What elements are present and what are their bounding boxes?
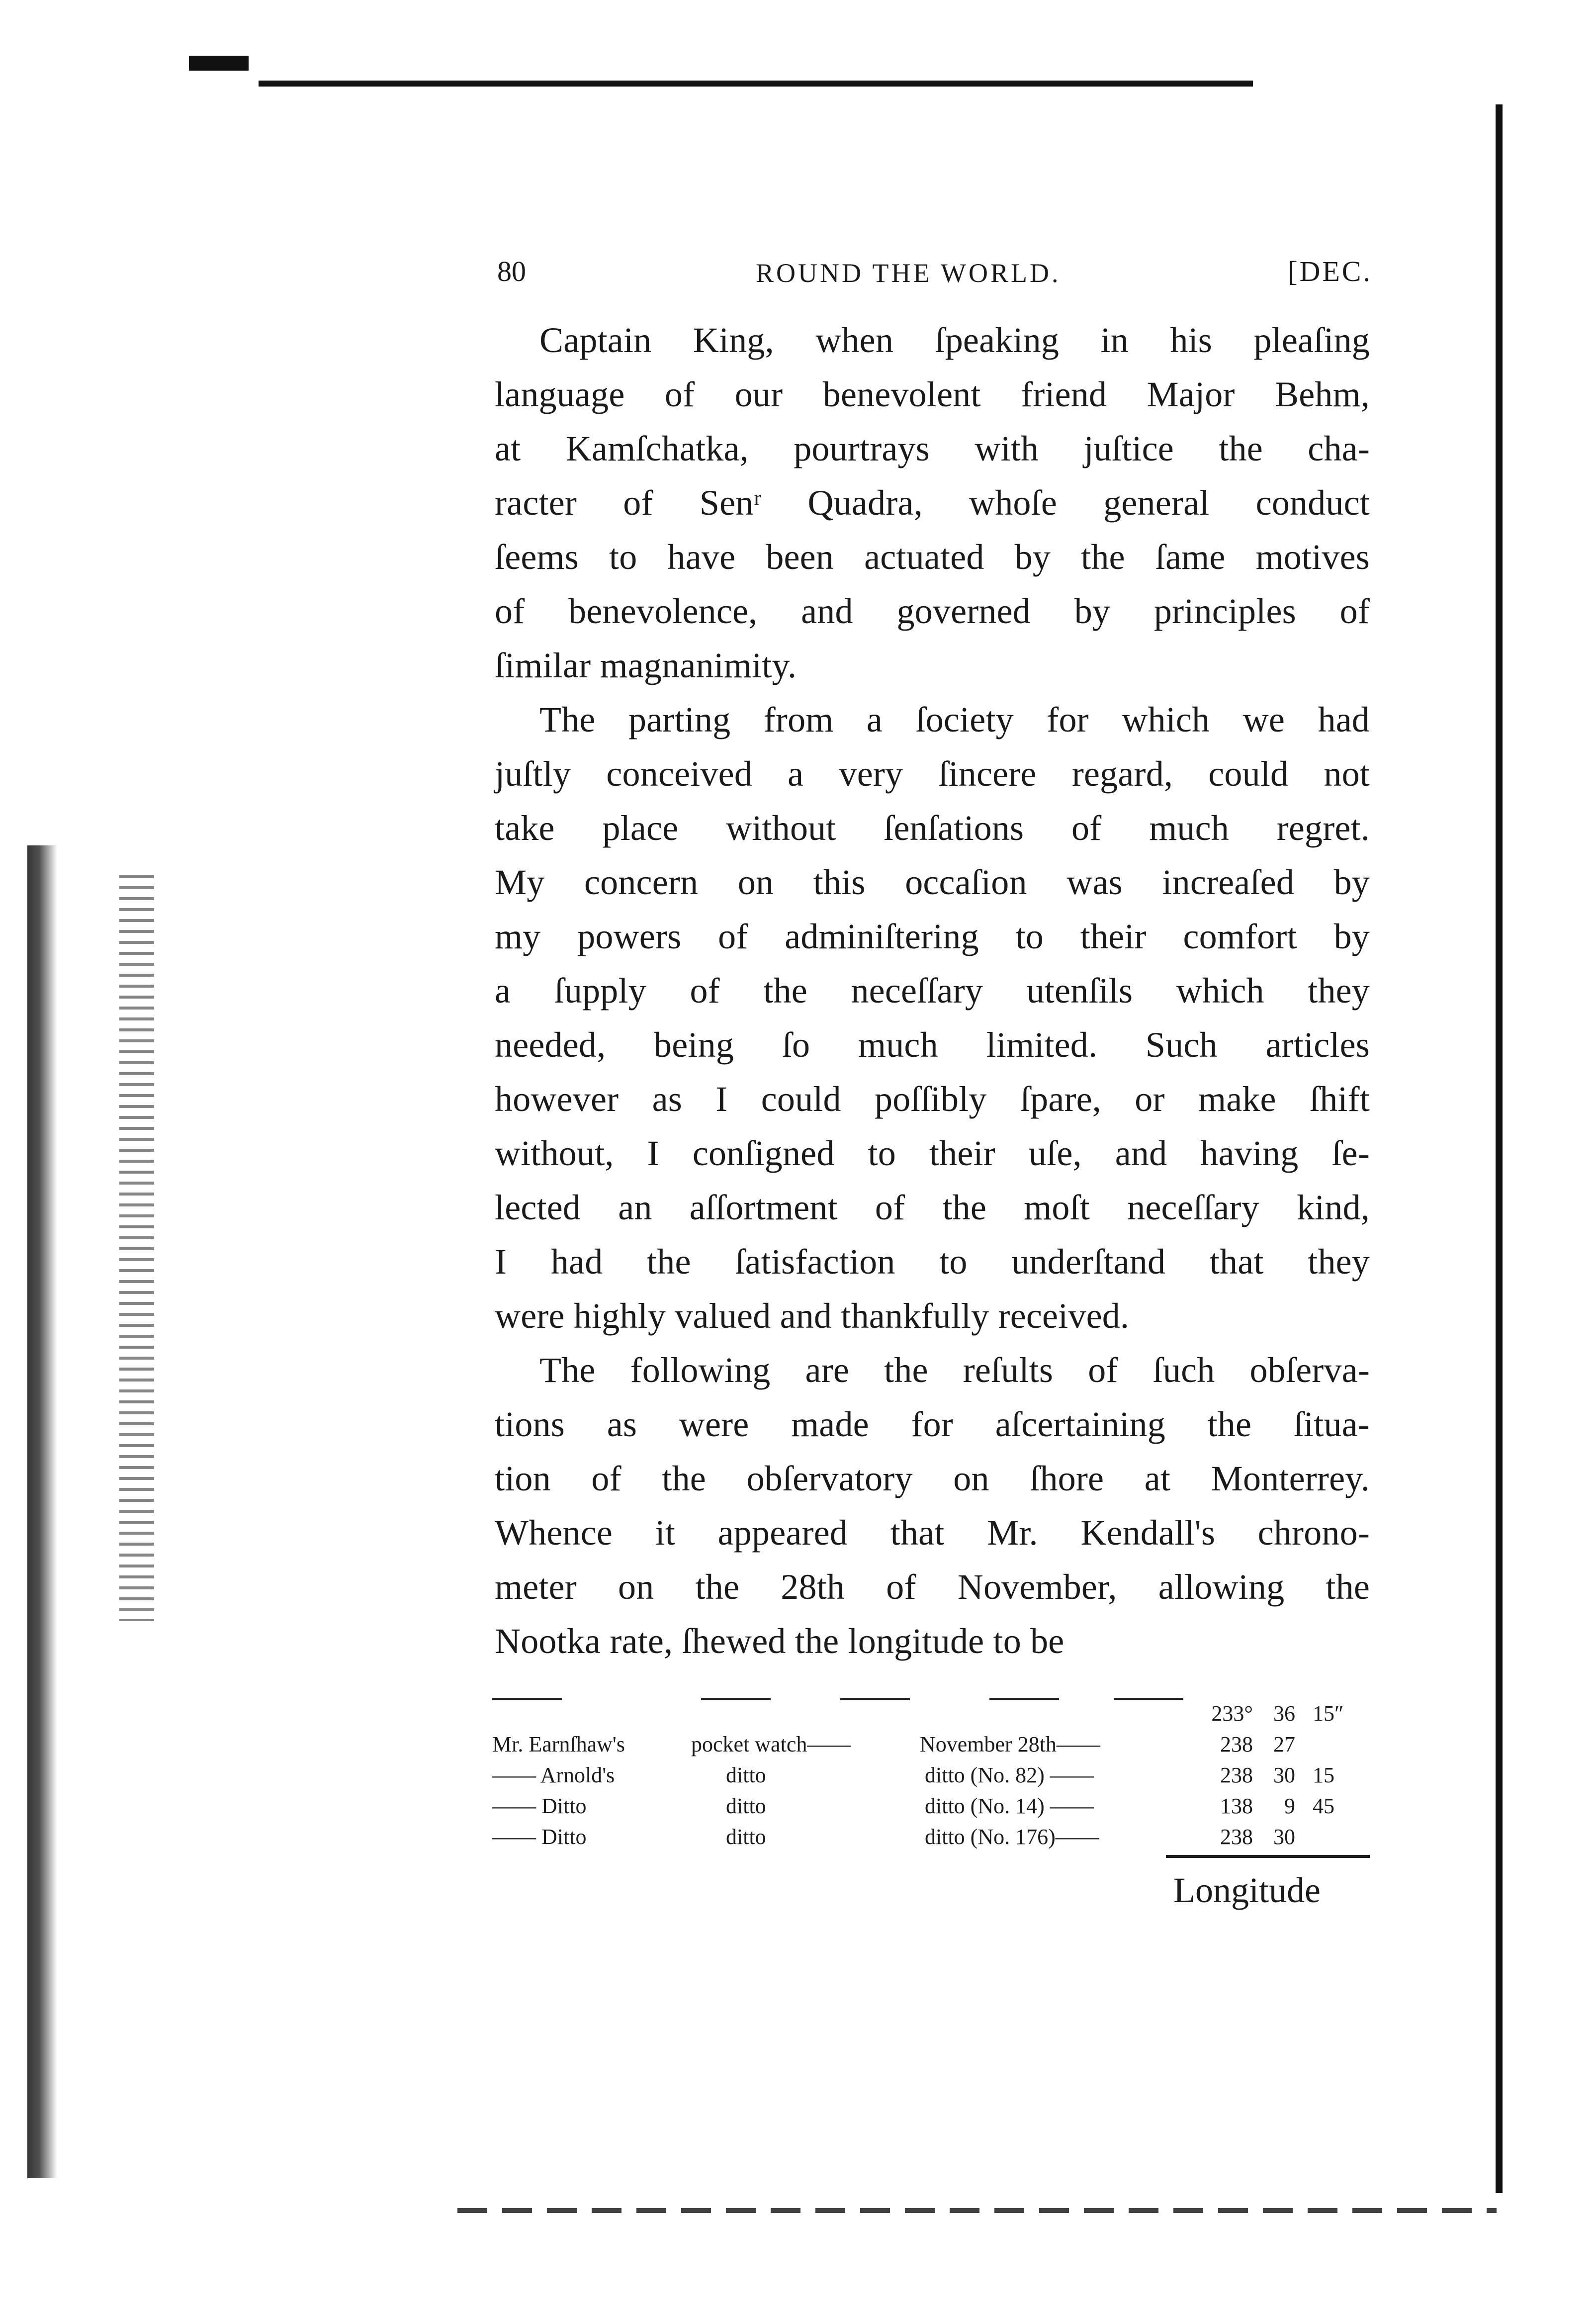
degrees-cell: 238 [1220, 1825, 1253, 1849]
text-line: racter of Senʳ Quadra, whoſe general conduct [495, 483, 1370, 523]
minutes-cell: 36 [1273, 1701, 1295, 1726]
running-title: ROUND THE WORLD. [756, 258, 1061, 288]
seconds-cell: 45 [1313, 1794, 1334, 1818]
date-cell: ditto (No. 176)—— [925, 1825, 1099, 1849]
degrees-cell: 238 [1220, 1763, 1253, 1787]
sum-rule [1166, 1855, 1370, 1858]
text-line: a ſupply of the neceſſary utenſils which they [495, 971, 1370, 1011]
text-line: tions as were made for aſcertaining the ſitua- [495, 1404, 1370, 1444]
text-line: The following are the reſults of ſuch obſerva- [539, 1350, 1370, 1390]
seconds-cell: 15 [1313, 1763, 1334, 1787]
minutes-cell: 30 [1273, 1763, 1295, 1787]
observer-cell: —— Arnold's [492, 1763, 615, 1787]
instrument-cell: ditto [726, 1763, 766, 1787]
instrument-cell: pocket watch—— [691, 1732, 851, 1756]
minutes-cell: 27 [1273, 1732, 1295, 1756]
scan-edge-mark [189, 56, 249, 71]
scan-right-edge [1496, 104, 1503, 2193]
observer-cell: —— Ditto [492, 1825, 587, 1849]
table-row [492, 1760, 1377, 1791]
text-line: tion of the obſervatory on ſhore at Monterrey. [495, 1459, 1370, 1498]
running-header [497, 255, 1372, 294]
table-row [492, 1822, 1377, 1852]
instrument-cell: ditto [726, 1794, 766, 1818]
degrees-cell: 138 [1220, 1794, 1253, 1818]
running-month: [DEC. [1288, 255, 1372, 287]
minutes-cell: 9 [1284, 1794, 1295, 1818]
observer-cell: Mr. Earnſhaw's [492, 1732, 625, 1756]
page-number: 80 [497, 255, 526, 287]
longitude-table [492, 1698, 1377, 1852]
text-line: needed, being ſo much limited. Such articles [495, 1025, 1370, 1065]
scan-bottom-rule [457, 2208, 1497, 2213]
table-row [492, 1729, 1377, 1760]
text-line: of benevolence, and governed by principles of [495, 591, 1370, 631]
text-line: at Kamſchatka, pourtrays with juſtice the cha- [495, 429, 1370, 468]
minutes-cell: 30 [1273, 1825, 1295, 1849]
text-line: Captain King, when ſpeaking in his pleaſing [539, 320, 1370, 360]
scan-left-shadow [27, 845, 57, 2178]
body-text [495, 313, 1370, 1668]
text-line: Whence it appeared that Mr. Kendall's chrono- [495, 1513, 1370, 1553]
text-line: The parting from a ſociety for which we had [539, 700, 1370, 739]
degrees-cell: 238 [1220, 1732, 1253, 1756]
text-line: My concern on this occaſion was increaſed by [495, 862, 1370, 902]
degrees-cell: 233° [1211, 1701, 1253, 1726]
scan-top-rule [259, 81, 1253, 87]
text-line: juſtly conceived a very ſincere regard, could not [495, 754, 1370, 794]
text-line: were highly valued and thankfully received. [495, 1296, 1130, 1336]
table-row [492, 1698, 1377, 1729]
instrument-cell: ditto [726, 1825, 766, 1849]
seconds-cell: 15″ [1313, 1701, 1344, 1726]
observer-cell: —— Ditto [492, 1794, 587, 1818]
text-line: my powers of adminiſtering to their comfort by [495, 917, 1370, 956]
date-cell: ditto (No. 82) —— [925, 1763, 1094, 1787]
text-line: ſimilar magnanimity. [495, 645, 797, 685]
text-line: I had the ſatisfaction to underſtand that they [495, 1242, 1370, 1282]
text-line: without, I conſigned to their uſe, and having ſe- [495, 1133, 1370, 1173]
text-line: Nootka rate, ſhewed the longitude to be [495, 1621, 1064, 1661]
scan-left-bleed [119, 875, 154, 1621]
text-line: ſeems to have been actuated by the ſame motives [495, 537, 1370, 577]
catchword: Longitude [1173, 1870, 1321, 1910]
table-row [492, 1791, 1377, 1822]
date-cell: ditto (No. 14) —— [925, 1794, 1094, 1818]
text-line: however as I could poſſibly ſpare, or make ſhift [495, 1079, 1370, 1119]
text-line: take place without ſenſations of much regret. [495, 808, 1370, 848]
date-cell: November 28th—— [920, 1732, 1100, 1756]
text-line: lected an aſſortment of the moſt neceſſary kind, [495, 1188, 1370, 1227]
text-line: language of our benevolent friend Major Behm, [495, 374, 1370, 414]
text-line: meter on the 28th of November, allowing the [495, 1567, 1370, 1607]
